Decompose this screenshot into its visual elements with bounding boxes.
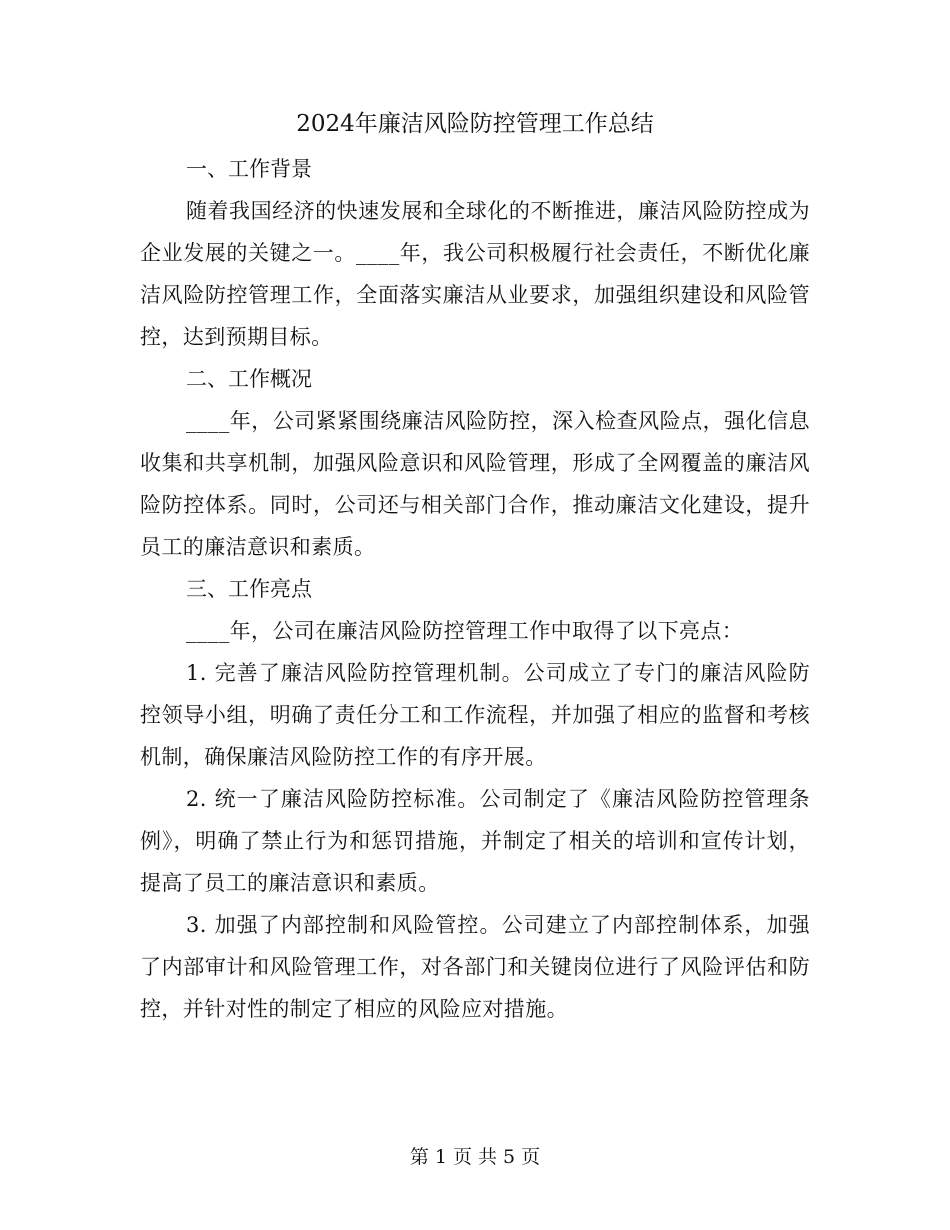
paragraph-overview: ____年，公司紧紧围绕廉洁风险防控，深入检查风险点，强化信息收集和共享机制，加强风险意识和风险管理，形成了全网覆盖的廉洁风险防控体系。同时，公司还与相关部门合作，推动廉洁文化建设，提升员工的廉洁意识和素质。 bbox=[140, 409, 810, 559]
section-heading-highlights: 三、工作亮点 bbox=[186, 577, 312, 601]
paragraph-highlights-intro: ____年，公司在廉洁风险防控管理工作中取得了以下亮点： bbox=[186, 619, 744, 643]
page-number-footer: 第 1 页 共 5 页 bbox=[409, 1146, 541, 1168]
highlight-item-1: 1. 完善了廉洁风险防控管理机制。公司成立了专门的廉洁风险防控领导小组，明确了责任分工和工作流程，并加强了相应的监督和考核机制，确保廉洁风险防控工作的有序开展。 bbox=[140, 661, 810, 769]
page-title: 2024年廉洁风险防控管理工作总结 bbox=[296, 111, 654, 137]
highlight-item-2: 2. 统一了廉洁风险防控标准。公司制定了《廉洁风险防控管理条例》，明确了禁止行为和惩罚措施，并制定了相关的培训和宣传计划，提高了员工的廉洁意识和素质。 bbox=[140, 787, 810, 895]
paragraph-background: 随着我国经济的快速发展和全球化的不断推进，廉洁风险防控成为企业发展的关键之一。____年，我公司积极履行社会责任，不断优化廉洁风险防控管理工作，全面落实廉洁从业要求，加强组织建设和风险管控，达到预期目标。 bbox=[140, 199, 810, 349]
section-heading-background: 一、工作背景 bbox=[186, 157, 312, 181]
section-heading-overview: 二、工作概况 bbox=[186, 367, 312, 391]
highlight-item-3: 3. 加强了内部控制和风险管控。公司建立了内部控制体系，加强了内部审计和风险管理工作，对各部门和关键岗位进行了风险评估和防控，并针对性的制定了相应的风险应对措施。 bbox=[140, 913, 810, 1021]
document-body bbox=[140, 148, 810, 1030]
